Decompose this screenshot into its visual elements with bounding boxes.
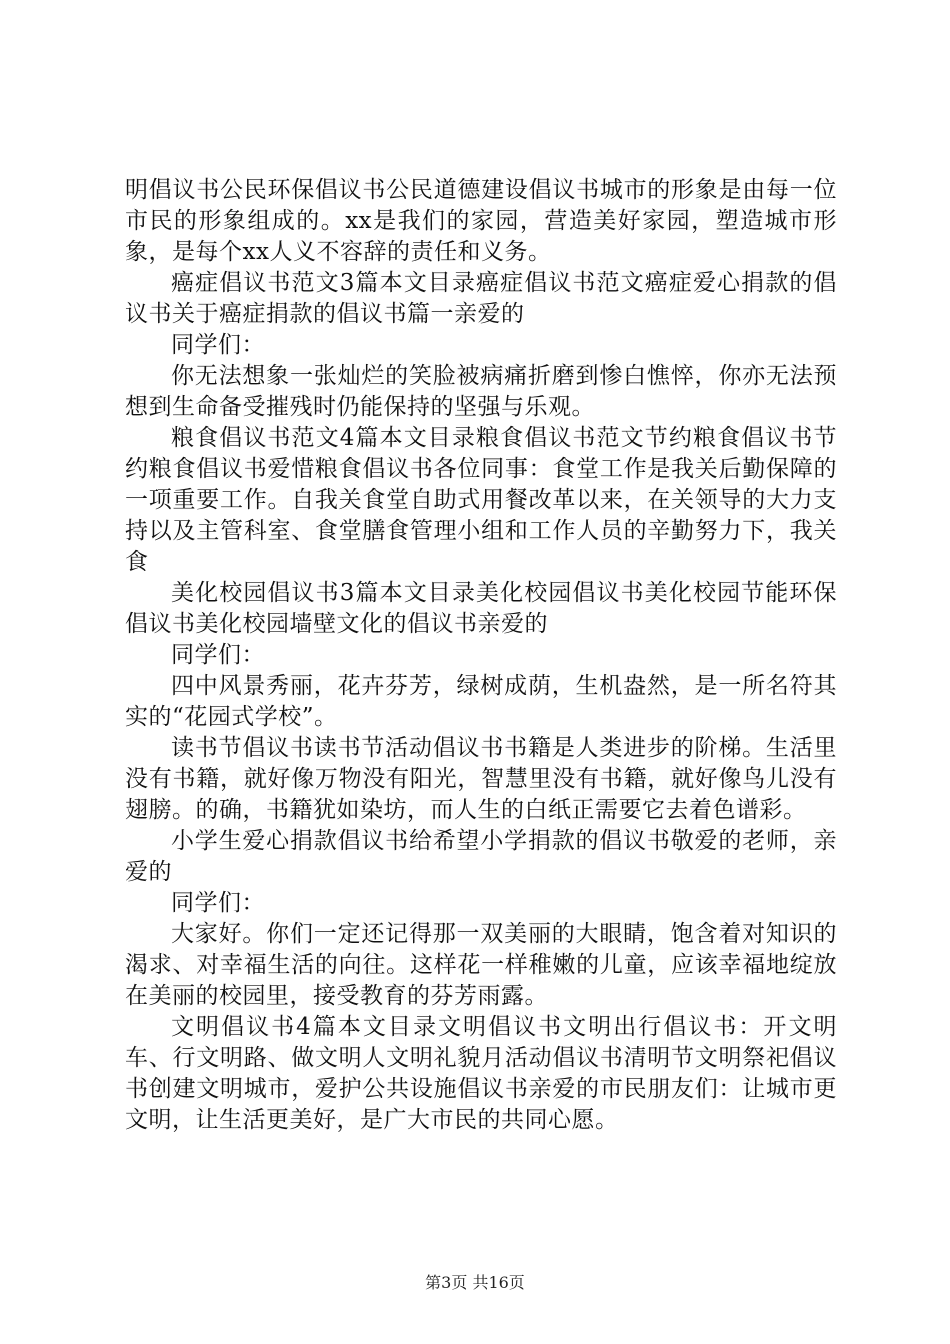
document-body xyxy=(125,175,837,1136)
paragraph: 粮食倡议书范文4篇本文目录粮食倡议书范文节约粮食倡议书节约粮食倡议书爱惜粮食倡议书各位同事：食堂工作是我关后勤保障的一项重要工作。自我关食堂自助式用餐改革以来，在关领导的大力支持以及主管科室、食堂膳食管理小组和工作人员的辛勤努力下，我关食 xyxy=(125,425,837,575)
paragraph: 小学生爱心捐款倡议书给希望小学捐款的倡议书敬爱的老师，亲爱的 xyxy=(125,828,837,885)
paragraph: 文明倡议书4篇本文目录文明倡议书文明出行倡议书：开文明车、行文明路、做文明人文明礼貌月活动倡议书清明节文明祭祀倡议书创建文明城市，爱护公共设施倡议书亲爱的市民朋友们：让城市更文明，让生活更美好，是广大市民的共同心愿。 xyxy=(125,1014,837,1133)
paragraph: 读书节倡议书读书节活动倡议书书籍是人类进步的阶梯。生活里没有书籍，就好像万物没有阳光，智慧里没有书籍，就好像鸟儿没有翅膀。的确，书籍犹如染坊，而人生的白纸正需要它去着色谱彩。 xyxy=(125,735,837,823)
paragraph: 大家好。你们一定还记得那一双美丽的大眼睛，饱含着对知识的渴求、对幸福生活的向往。这样花一样稚嫩的儿童，应该幸福地绽放在美丽的校园里，接受教育的芬芳雨露。 xyxy=(125,921,837,1009)
paragraph: 癌症倡议书范文3篇本文目录癌症倡议书范文癌症爱心捐款的倡议书关于癌症捐款的倡议书篇一亲爱的 xyxy=(125,270,837,327)
paragraph: 你无法想象一张灿烂的笑脸被病痛折磨到惨白憔悴，你亦无法预想到生命备受摧残时仍能保持的坚强与乐观。 xyxy=(125,363,837,420)
paragraph: 同学们： xyxy=(171,890,265,916)
paragraph: 同学们： xyxy=(171,332,265,358)
paragraph: 同学们： xyxy=(171,642,265,668)
page-number-footer: 第3页 共16页 xyxy=(425,1273,525,1292)
paragraph: 明倡议书公民环保倡议书公民道德建设倡议书城市的形象是由每一位市民的形象组成的。xx是我们的家园，营造美好家园，塑造城市形象，是每个xx人义不容辞的责任和义务。 xyxy=(125,177,837,265)
paragraph: 四中风景秀丽，花卉芬芳，绿树成荫，生机盎然，是一所名符其实的“花园式学校”。 xyxy=(125,673,837,730)
paragraph: 美化校园倡议书3篇本文目录美化校园倡议书美化校园节能环保倡议书美化校园墙壁文化的倡议书亲爱的 xyxy=(125,580,837,637)
